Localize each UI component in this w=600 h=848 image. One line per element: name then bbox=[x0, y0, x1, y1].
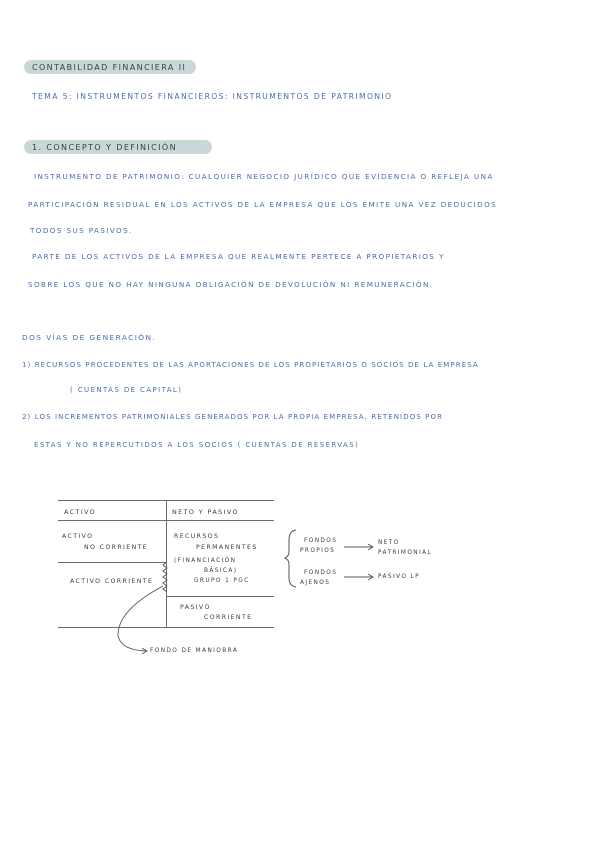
neto-patrimonial-label: NETO bbox=[378, 540, 400, 546]
financiacion-label: GRUPO 1 PGC bbox=[194, 578, 250, 584]
recursos-label: RECURSOS bbox=[174, 533, 220, 540]
section-title: 1. CONCEPTO Y DEFINICIÓN bbox=[32, 143, 178, 152]
subject-title: CONTABILIDAD FINANCIERA II bbox=[32, 63, 187, 72]
fondos-propios-label: FONDOS bbox=[304, 538, 338, 544]
tema-title: TEMA 5: INSTRUMENTOS FINANCIEROS: INSTRUMENTOS DE PATRIMONIO bbox=[32, 92, 393, 101]
pasivo-c-label: PASIVO bbox=[180, 604, 211, 611]
pasivo-c-label: CORRIENTE bbox=[204, 614, 253, 621]
vias-item-2-note: ESTAS Y NO REPERCUTIDOS A LOS SOCIOS ( CUENTAS DE RESERVAS) bbox=[34, 441, 360, 449]
activo-nc-label: ACTIVO bbox=[62, 533, 94, 540]
fondo-pointer bbox=[118, 586, 163, 651]
vias-item-2: 2) LOS INCREMENTOS PATRIMONIALES GENERADOS POR LA PROPIA EMPRESA, RETENIDOS POR bbox=[22, 413, 444, 421]
paragraph-line: SOBRE LOS QUE NO HAY NINGUNA OBLIGACIÓN DE DEVOLUCIÓN NI REMUNERACIÓN. bbox=[28, 280, 434, 289]
paragraph-line: TODOS SUS PASIVOS. bbox=[30, 226, 133, 235]
activo-header: ACTIVO bbox=[64, 508, 97, 516]
paragraph-line: PARTICIPACIÓN RESIDUAL EN LOS ACTIVOS DE LA EMPRESA QUE LOS EMITE UNA VEZ DEDUCIDOS bbox=[28, 200, 498, 209]
vias-intro: DOS VÍAS DE GENERACIÓN. bbox=[22, 333, 157, 342]
vias-item-1-note: ( CUENTAS DE CAPITAL) bbox=[70, 386, 183, 394]
vias-item-1: 1) RECURSOS PROCEDENTES DE LAS APORTACIONES DE LOS PROPIETARIOS O SOCIOS DE LA EMPRESA bbox=[22, 361, 479, 369]
recursos-label: PERMANENTES bbox=[196, 544, 258, 551]
fondos-ajenos-label: AJENOS bbox=[300, 580, 331, 586]
activo-nc-label: NO CORRIENTE bbox=[84, 544, 149, 551]
paragraph-line: INSTRUMENTO DE PATRIMONIO: CUALQUIER NEGOCIO JURÍDICO QUE EVIDENCIA O REFLEJA UNA bbox=[34, 172, 494, 181]
brace-icon bbox=[285, 530, 296, 587]
fondo-maniobra-label: FONDO DE MANIOBRA bbox=[150, 648, 239, 654]
financiacion-label: (FINANCIACIÓN bbox=[174, 558, 237, 564]
financiacion-label: BÁSICA) bbox=[204, 568, 238, 574]
fondos-ajenos-label: FONDOS bbox=[304, 570, 338, 576]
neto-patrimonial-label: PATRIMONIAL bbox=[378, 550, 433, 556]
pasivo-lp-label: PASIVO LP bbox=[378, 574, 421, 580]
activo-c-label: ACTIVO CORRIENTE bbox=[70, 578, 154, 585]
zigzag-marker bbox=[163, 562, 167, 592]
neto-pasivo-header: NETO Y PASIVO bbox=[172, 508, 239, 516]
fondos-propios-label: PROPIOS bbox=[300, 548, 336, 554]
paragraph-line: PARTE DE LOS ACTIVOS DE LA EMPRESA QUE REALMENTE PERTECE A PROPIETARIOS Y bbox=[32, 252, 445, 261]
